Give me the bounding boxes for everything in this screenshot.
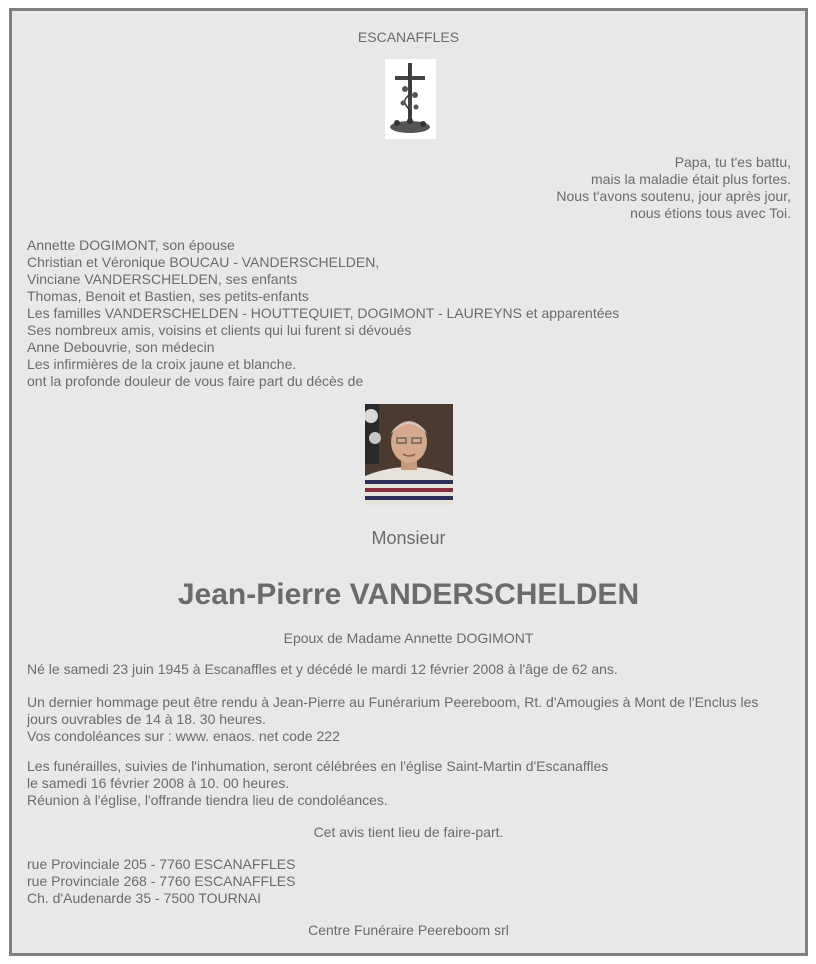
family-line: ont la profonde douleur de vous faire part du décès de [27,373,364,389]
deceased-name: Jean-Pierre VANDERSCHELDEN [177,578,640,611]
funeral-home: Centre Funéraire Peereboom srl [308,922,509,938]
family-line: Les infirmières de la croix jaune et blanche. [27,356,297,372]
family-line: Annette DOGIMONT, son épouse [27,237,235,253]
address-list [27,856,295,907]
funeral-line: Réunion à l'église, l'offrande tiendra lieu de condoléances. [27,792,388,808]
family-line: Ses nombreux amis, voisins et clients qui lui furent si dévoués [27,322,412,338]
poem [556,154,791,222]
visit-line: Un dernier hommage peut être rendu à Jean-Pierre au Funérarium Peereboom, Rt. d'Amougies à Mont de l'Enclus les [27,694,759,710]
family-line: Anne Debouvrie, son médecin [27,339,215,355]
family-list [27,237,619,390]
family-line: Vinciane VANDERSCHELDEN, ses enfants [27,271,298,287]
family-line: Thomas, Benoit et Bastien, ses petits-enfants [27,288,309,304]
funeral-line: le samedi 16 février 2008 à 10. 00 heures. [27,775,290,791]
notice-text: Cet avis tient lieu de faire-part. [313,824,504,840]
address-line: Ch. d'Audenarde 35 - 7500 TOURNAI [27,890,262,906]
address-line: rue Provinciale 205 - 7760 ESCANAFFLES [27,856,296,872]
address-line: rue Provinciale 268 - 7760 ESCANAFFLES [27,873,296,889]
poem-line: mais la maladie était plus fortes. [591,171,791,187]
family-line: Christian et Véronique BOUCAU - VANDERSCHELDEN, [27,254,380,270]
portrait-photo [365,404,453,505]
birth-paragraph: Né le samedi 23 juin 1945 à Escanaffles et y décédé le mardi 12 février 2008 à l'âge de 62 ans. [27,661,618,677]
town-heading: ESCANAFFLES [357,29,460,45]
visit-line: jours ouvrables de 14 à 18. 30 heures. [27,711,266,727]
poem-line: Nous t'avons soutenu, jour après jour, [556,188,791,204]
spouse-line: Epoux de Madame Annette DOGIMONT [283,630,534,646]
poem-line: nous étions tous avec Toi. [630,205,791,221]
poem-line: Papa, tu t'es battu, [674,154,791,170]
cross-icon [385,59,436,139]
funeral-paragraph [27,758,793,809]
visit-line: Vos condoléances sur : www. enaos. net code 222 [27,728,340,744]
obituary-card [9,8,808,956]
family-line: Les familles VANDERSCHELDEN - HOUTTEQUIET, DOGIMONT - LAUREYNS et apparentées [27,305,620,321]
visit-paragraph [27,694,793,745]
honorific: Monsieur [371,528,446,548]
funeral-line: Les funérailles, suivies de l'inhumation, seront célébrées en l'église Saint-Martin d'Escanaffles [27,758,609,774]
